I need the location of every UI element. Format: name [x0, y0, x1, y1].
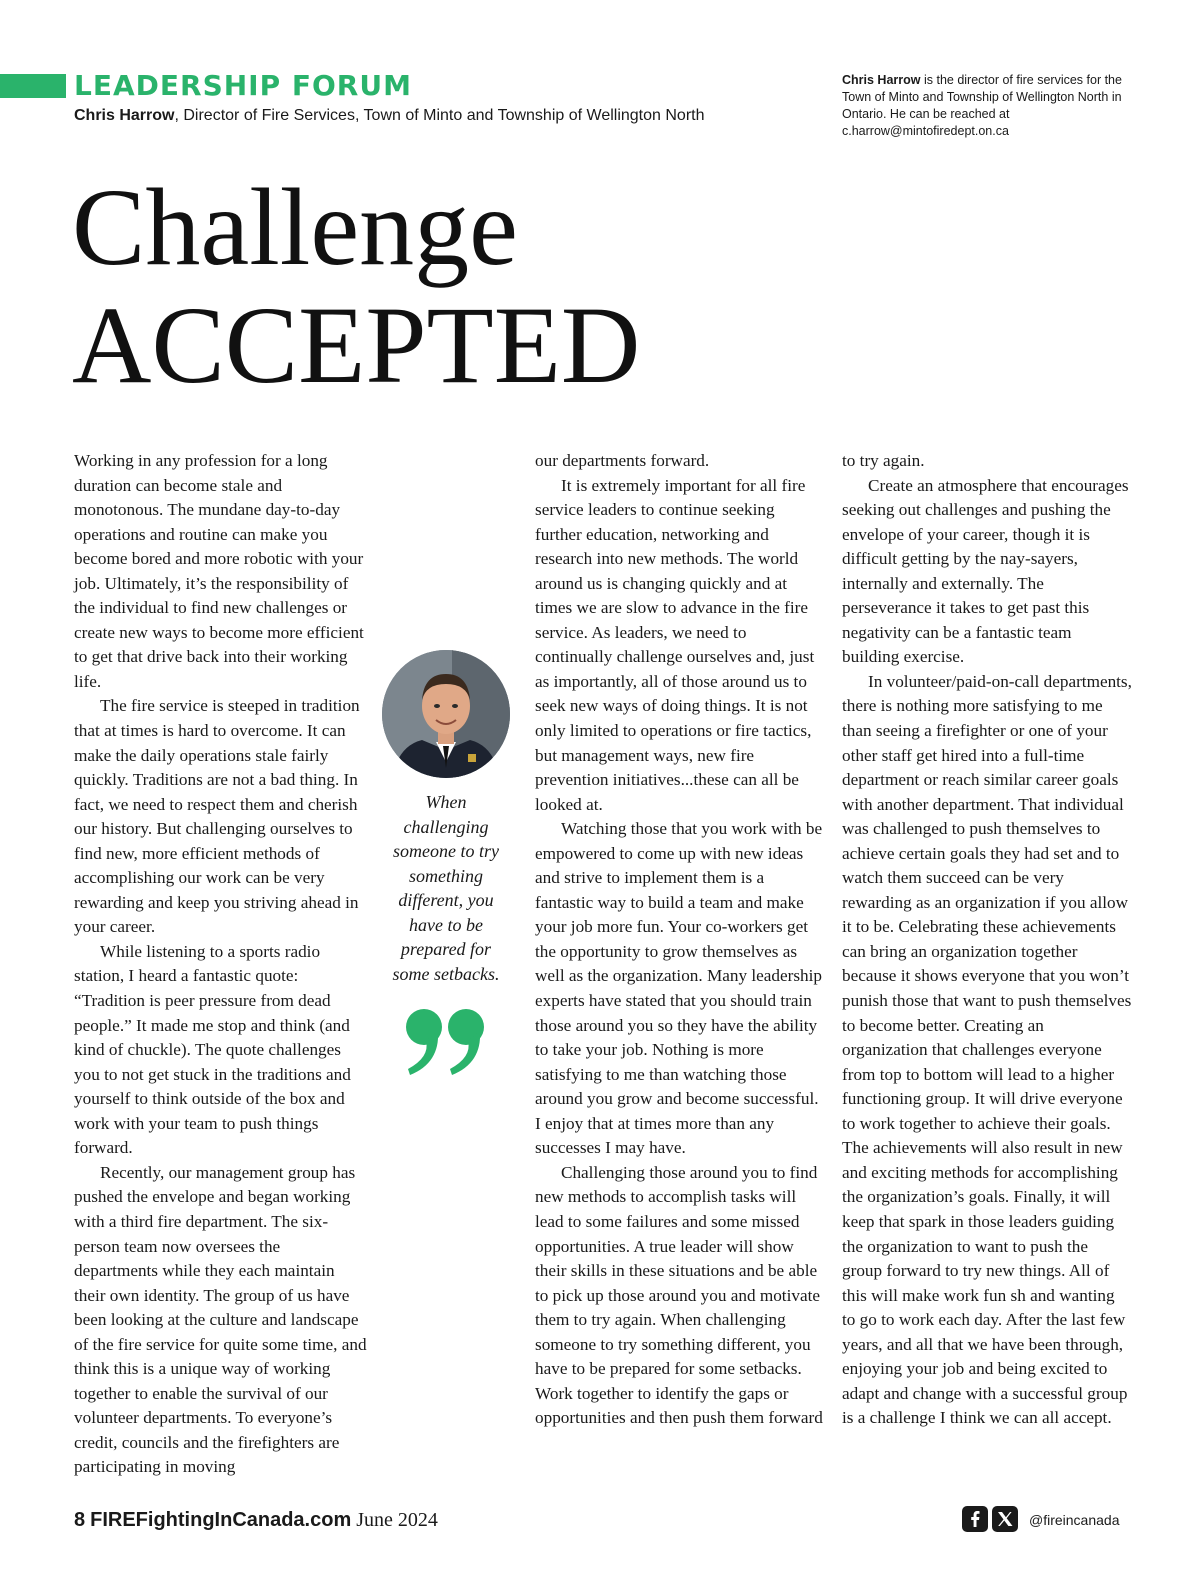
facebook-icon[interactable] — [962, 1506, 988, 1532]
article-column-3 — [842, 449, 1132, 1431]
bio-text: is the director of fire services for the Town of Minto and Township of Wellington North in Ontario. He can be reached at c.harrow@mintofiredept.on.ca — [842, 73, 1122, 138]
byline — [74, 107, 704, 125]
footer-folio — [74, 1508, 438, 1532]
x-icon[interactable] — [992, 1506, 1018, 1532]
bio-author-name: Chris Harrow — [842, 73, 921, 87]
paragraph: It is extremely important for all fire service leaders to continue seeking further education, networking and research into new methods. The world around us is changing quickly and at times we are slow to advance in the fire service. As leaders, we need to continually challenge ourselves and, just as importantly, all of those around us to seek new ways of doing things. It is not only limited to operations or fire tactics, but management ways, new fire prevention initiatives...these can all be looked at. — [535, 475, 815, 814]
closing-quote-icon — [404, 1005, 488, 1082]
paragraph: In volunteer/paid-on-call departments, there is nothing more satisfying to me than seeing a firefighter or one of your other staff get hired into a full-time department or reach similar career goals with another department. That individual was challenged to push themselves to achieve certain goals they had set and to watch them succeed can be very rewarding as an organization if you allow it to be. Celebrating these achievements can bring an organization together because it shows everyone that you won’t punish those that want to push themselves to become better. Creating an organization that challenges everyone from top to bottom will lead to a higher functioning group. It will drive everyone to work together to achieve their goals. The achievements will also result in new and exciting methods for accomplishing the organization’s goals. Finally, it will keep that spark in those leaders guiding the organization to want to push the group forward to try new things. All of this will make work fun sh and wanting to go to work each day. After the last few years, and all that we have been through, enjoying your job and being excited to adapt and change with a successful group is a challenge I think we can all accept. — [842, 671, 1132, 1428]
site-name[interactable]: FIREFightingInCanada.com — [90, 1509, 352, 1531]
author-portrait-illustration — [382, 650, 510, 778]
paragraph: The fire service is steeped in tradition that at times is hard to overcome. It can make the daily operations stale fairly quickly. Traditions are not a bad thing. In fact, we need to respect them and cherish our history. But challenging ourselves to find new, more efficient methods of accomplishing our work can be very rewarding and keep you striving ahead in your career. — [74, 696, 360, 937]
section-label: LEADERSHIP FORUM — [74, 69, 412, 102]
paragraph: Challenging those around you to find new methods to accomplish tasks will lead to some failures and some missed opportunities. A true leader will show their skills in these situations and be able to pick up those around you and motivate them to try again. When challenging someone to try something different, you have to be prepared for some setbacks. Work together to identify the gaps or opportunities and then push them forward — [535, 1162, 823, 1428]
pull-quote: When challenging someone to try something different, you have to be prepared for some setbacks. — [392, 792, 500, 984]
paragraph: to try again. — [842, 451, 925, 470]
paragraph: our departments forward. — [535, 451, 710, 470]
social-icons — [962, 1506, 1018, 1532]
headline — [72, 168, 640, 404]
paragraph: While listening to a sports radio station, I heard a fantastic quote: “Tradition is peer pressure from dead people.” It made me stop and think (and kind of chuckle). The quote challenges you to not get stuck in the traditions and yourself to think outside of the box and work with your team to push things forward. — [74, 941, 351, 1158]
paragraph: Watching those that you work with be empowered to come up with new ideas and strive to implement them is a fantastic way to build a team and make your job more fun. Your co-workers get the opportunity to grow themselves as well as the organization. Many leadership experts have stated that you should train those around you so they have the ability to take your job. Nothing is more satisfying to me than watching those around you grow and become successful. I enjoy that at times more than any successes I may have. — [535, 819, 823, 1158]
headline-line-2: ACCEPTED — [72, 284, 641, 406]
author-photo — [382, 650, 510, 778]
paragraph: Working in any profession for a long duration can become stale and monotonous. The mundane day-to-day operations and routine can make you become bored and more robotic with your job. Ultimately, it’s the responsibility of the individual to find new challenges or create new ways to become more efficient to get that drive back into their working life. — [74, 451, 364, 691]
byline-author-role: , Director of Fire Services, Town of Minto and Township of Wellington North — [174, 107, 705, 124]
headline-line-1: Challenge — [72, 166, 518, 288]
paragraph: Create an atmosphere that encourages seeking out challenges and pushing the envelope of your career, though it is difficult getting by the nay-sayers, internally and externally. The perseverance it takes to get past this negativity can be a fantastic team building exercise. — [842, 475, 1129, 667]
author-bio — [842, 72, 1132, 140]
article-column-2 — [535, 449, 825, 1431]
social-handle[interactable]: @fireincanada — [1029, 1512, 1120, 1528]
byline-author-name: Chris Harrow — [74, 107, 175, 124]
article-column-1 — [74, 449, 368, 1480]
issue-date: June 2024 — [356, 1509, 438, 1531]
section-accent-bar — [0, 74, 66, 98]
paragraph: Recently, our management group has pushed the envelope and began working with a third fire department. The six-person team now oversees the departments while they each maintain their own identity. The group of us have been looking at the culture and landscape of the fire service for quite some time, and think this is a unique way of working together to enable the survival of our volunteer departments. To everyone’s credit, councils and the firefighters are participating in moving — [74, 1162, 367, 1477]
page-number: 8 — [74, 1509, 86, 1531]
